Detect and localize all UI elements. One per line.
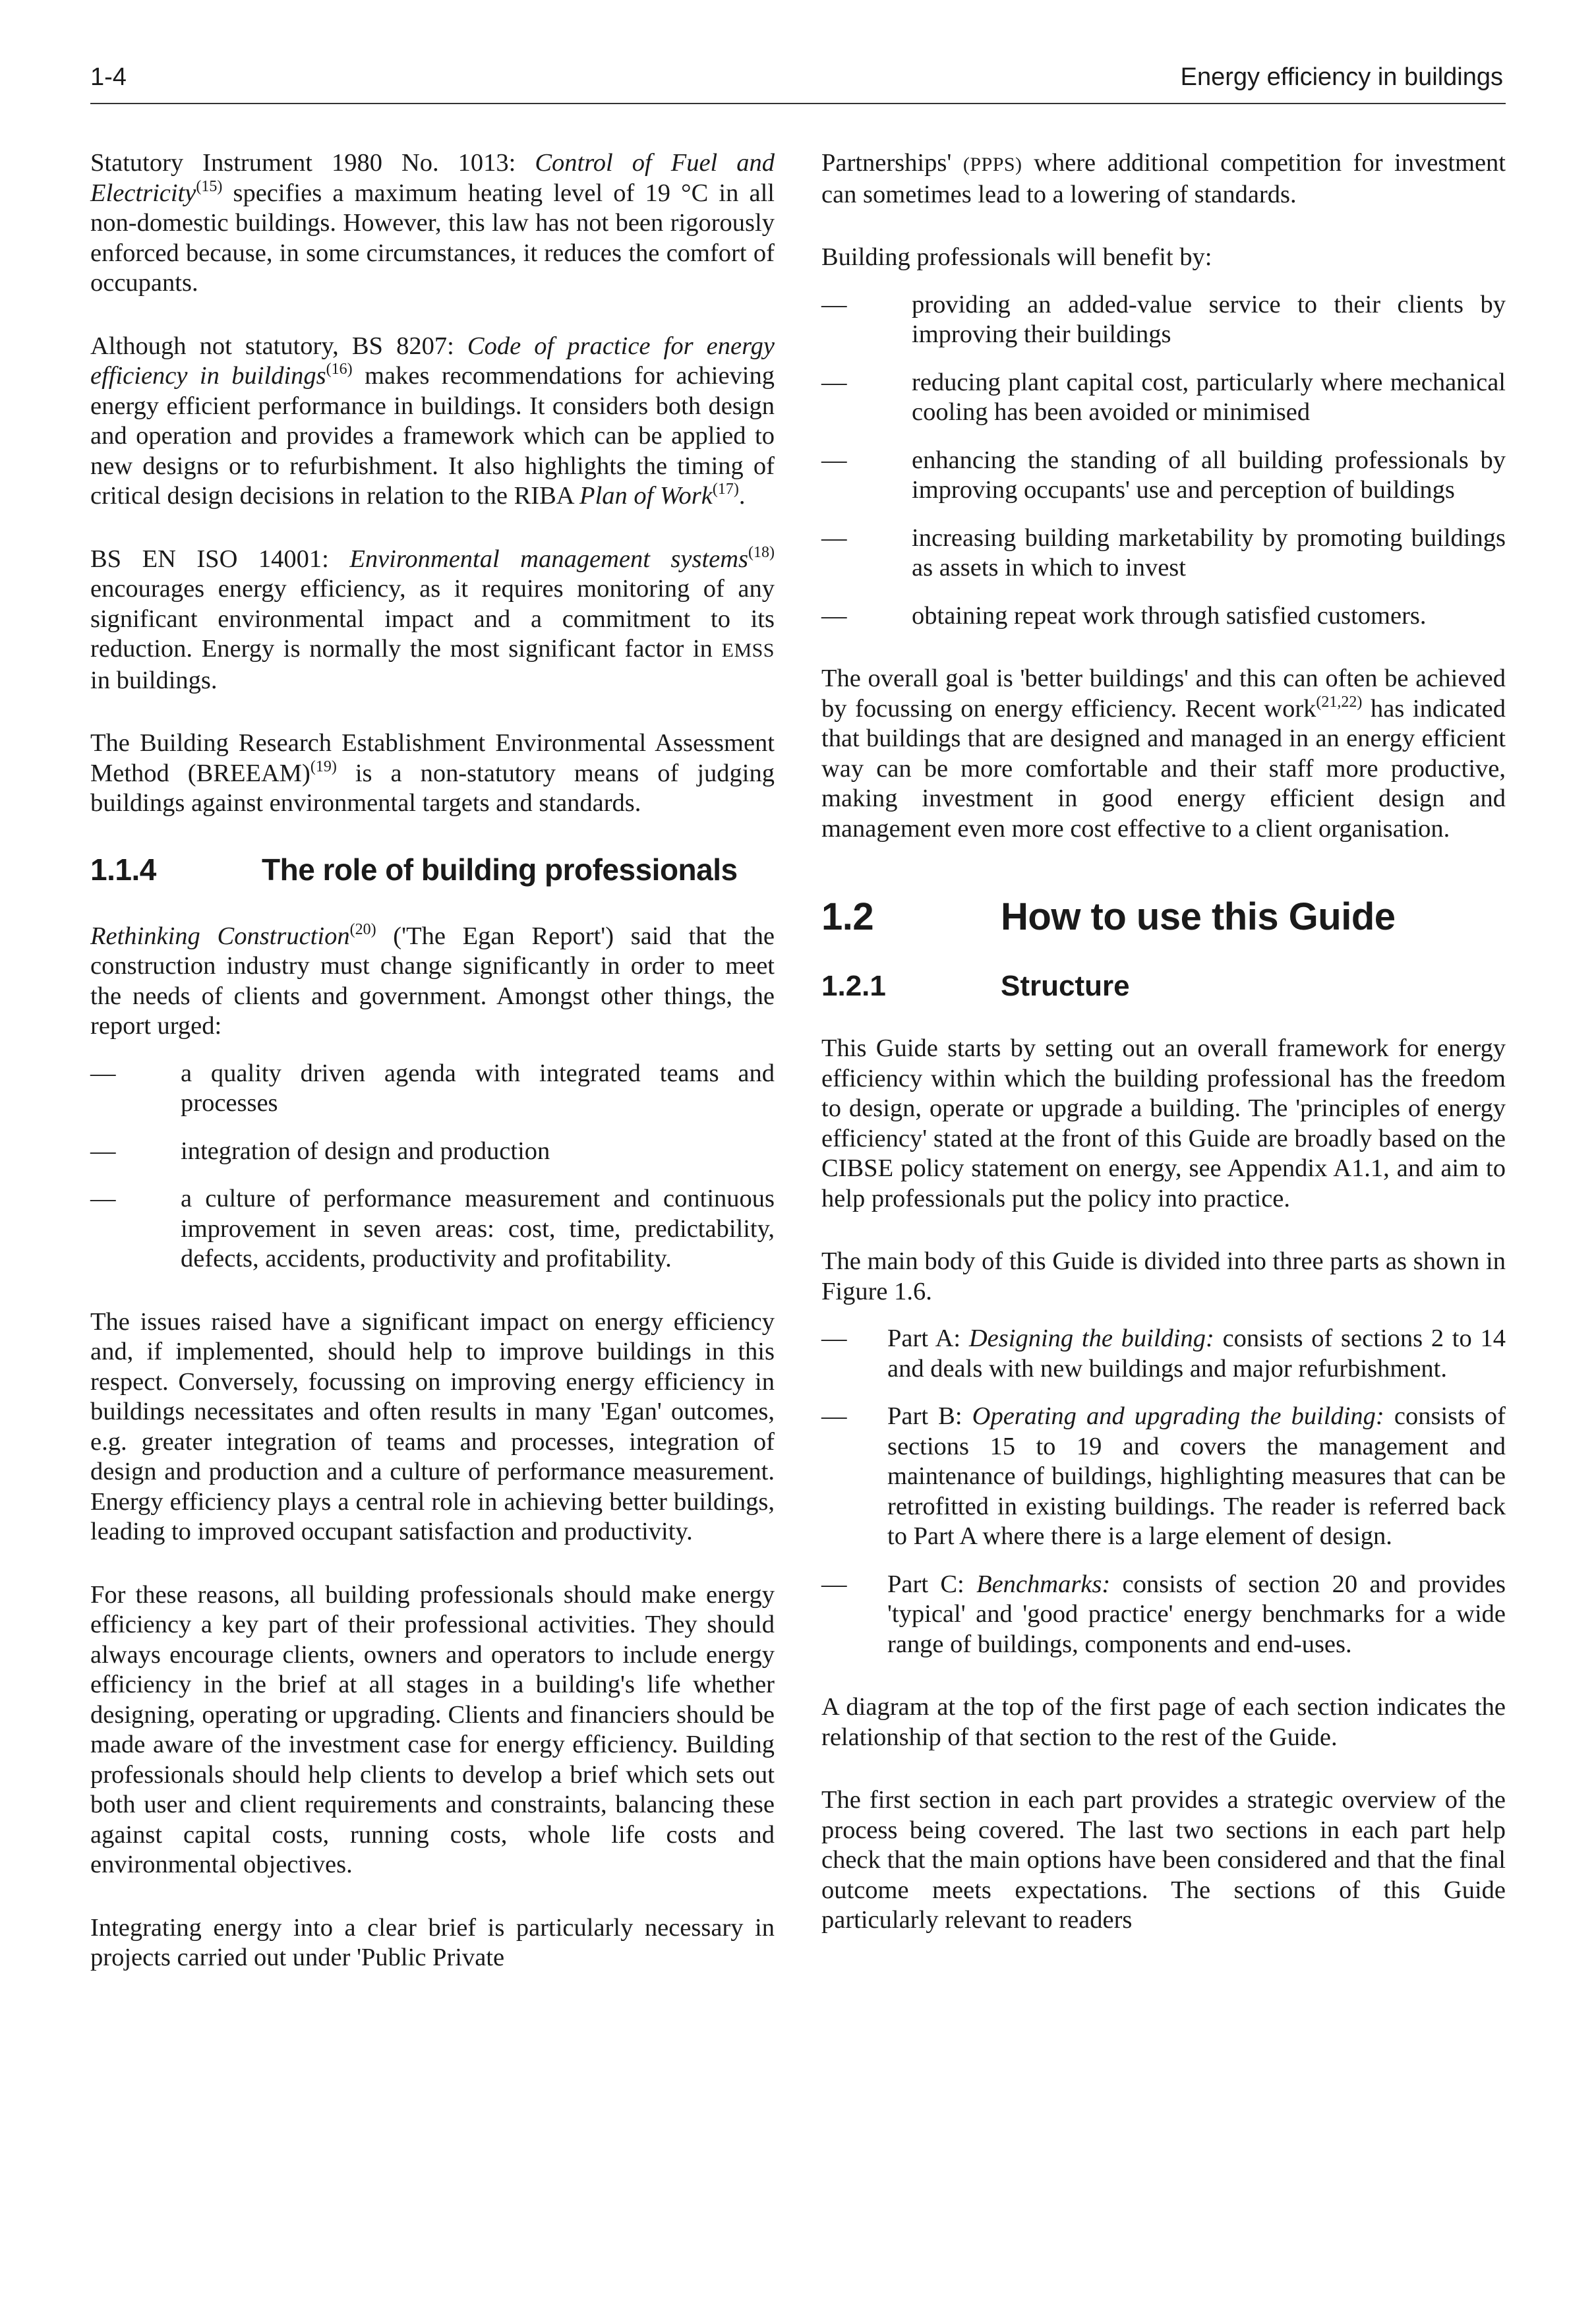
paragraph-benefit-intro: Building professionals will benefit by: [821,243,1212,271]
dash-bullet: — [821,1325,847,1352]
benefit-list [821,290,1506,632]
left-column [90,148,775,2006]
parts-list [821,1324,1506,1659]
paragraph-guide-framework: This Guide starts by setting out an overall framework for energy efficiency within which the building professional has the freedom to design, operate or upgrade a building. The 'principles of energy efficiency' stated at the front of this Guide are broadly based on the CIBSE policy statement on energy, see Appendix A1.1, and aim to help professionals put the policy into practice. [821,1034,1506,1212]
paragraph-integrating-energy: Integrating energy into a clear brief is particularly necessary in projects carried out under 'Public Private [90,1913,775,1971]
dash-bullet: — [90,1185,116,1212]
list-item: — providing an added-value service to their clients by improving their buildings [821,290,1506,348]
paragraph-for-these-reasons: For these reasons, all building professionals should make energy efficiency a key part of their professional activities. They should always encourage clients, owners and operators to include energy efficiency in the brief at all stages in a building's life whether designing, operating or upgrading. Clients and financiers should be made aware of the investment case for energy efficiency. Building professionals should help clients to develop a brief which sets out both user and client requirements and constraints, balancing these against capital costs, running costs, whole life costs and environmental objectives. [90,1580,775,1878]
dash-bullet: — [821,523,847,552]
list-item-part-b: — Part B: Operating and upgrading the building: consists of sections 15 to 19 and covers the management and maintenance of buildings, highlighting measures that can be retrofitted in existing buildings. The reader is referred back to Part A where there is a large element of design. [821,1402,1506,1550]
paragraph-bs8207: Although not statutory, BS 8207: Code of practice for energy efficiency in buildings$^{(16)}$ makes recommendations for achieving energy efficient performance in buildings. It considers both design and operation and provides a framework which can be applied to new designs or to refurbishment. It also highlights the timing of critical design decisions in relation to the RIBA Plan of Work$^{(17)}$. [90,332,775,510]
paragraph-statutory-instrument: Statutory Instrument 1980 No. 1013: Control of Fuel and Electricity$^{(15)}$ specifies a maximum heating level of 19 °C in all non-domestic buildings. However, this law has not been rigorously enforced because, in some circumstances, it reduces the comfort of occupants. [90,149,775,297]
paragraph-egan-report: Rethinking Construction$^{(20)}$ ('The Egan Report') said that the construction industry must change significantly in order to meet the needs of clients and government. Amongst other things, the report urged: [90,920,775,1040]
dash-bullet: — [90,1059,116,1087]
list-item-part-a: — Part A: Designing the building: consists of sections 2 to 14 and deals with new buildings and major refurbishment. [821,1325,1506,1383]
paragraph-breeam: The Building Research Establishment Environmental Assessment Method (BREEAM)$^{(19)}$ is a non-statutory means of judging buildings against environmental targets and standards. [90,729,775,817]
page-number: 1-4 [90,63,127,91]
dash-bullet: — [821,290,847,318]
right-column [821,148,1506,1969]
section-heading-1-1-4: 1.1.4 The role of building professionals [90,852,738,887]
section-heading-1-2-1: 1.2.1 Structure [821,970,1130,1002]
dash-bullet: — [821,601,847,630]
list-item: — increasing building marketability by promoting buildings as assets in which to invest [821,523,1506,581]
dash-bullet: — [90,1137,116,1165]
paragraph-strategic-overview: The first section in each part provides a strategic overview of the process being covered. The last two sections in each part help check that the main options have been considered and that the final outcome meets expectations. The sections of this Guide particularly relevant to readers [821,1786,1506,1934]
dash-bullet: — [821,368,847,396]
egan-list [90,1059,775,1274]
dash-bullet: — [821,1402,847,1430]
paragraph-issues-raised: The issues raised have a significant impact on energy efficiency and, if implemented, should help to improve buildings in this respect. Conversely, focussing on improving energy efficiency in buildings necessitates and often results in many 'Egan' outcomes, e.g. greater integration of teams and processes, integration of design and production and a culture of performance measurement. Energy efficiency plays a central role in achieving better buildings, leading to improved occupant satisfaction and productivity. [90,1307,775,1545]
list-item-part-c: — Part C: Benchmarks: consists of section 20 and provides 'typical' and 'good practice' energy benchmarks for a wide range of buildings, components and end-uses. [821,1570,1506,1658]
list-item: — a culture of performance measurement and continuous improvement in seven areas: cost, time, predictability, defects, accidents, productivity and profitability. [90,1185,775,1272]
list-item: — integration of design and production [90,1137,775,1167]
list-item: — a quality driven agenda with integrated teams and processes [90,1059,775,1117]
paragraph-ppp: Partnerships' (PPPS) where additional competition for investment can sometimes lead to a lowering of standards. [821,149,1506,208]
paragraph-overall-goal: The overall goal is 'better buildings' and this can often be achieved by focussing on energy efficiency. Recent work$^{(21,22)}$ has indicated that buildings that are designed and managed in an energy efficient way can be more comfortable and their staff more productive, making investment in good energy efficient design and management even more cost effective to a client organisation. [821,665,1506,843]
paragraph-section-diagram: A diagram at the top of the first page of each section indicates the relationship of that section to the rest of the Guide. [821,1693,1506,1751]
paragraph-three-parts: The main body of this Guide is divided into three parts as shown in Figure 1.6. [821,1247,1506,1305]
dash-bullet: — [821,1570,847,1598]
list-item: — obtaining repeat work through satisfied customers. [821,601,1506,632]
dash-bullet: — [821,446,847,474]
list-item: — reducing plant capital cost, particularly where mechanical cooling has been avoided or minimised [821,368,1506,426]
page-header [90,61,1506,104]
running-title: Energy efficiency in buildings [1180,63,1503,91]
list-item: — enhancing the standing of all building professionals by improving occupants' use and perception of buildings [821,446,1506,504]
paragraph-iso14001: BS EN ISO 14001: Environmental management systems$^{(18)}$ encourages energy efficiency, as it requires monitoring of any significant environmental impact and a commitment to its reduction. Energy is normally the most significant factor in EMSS in buildings. [90,543,775,694]
section-heading-1-2: 1.2 How to use this Guide [821,895,1396,938]
